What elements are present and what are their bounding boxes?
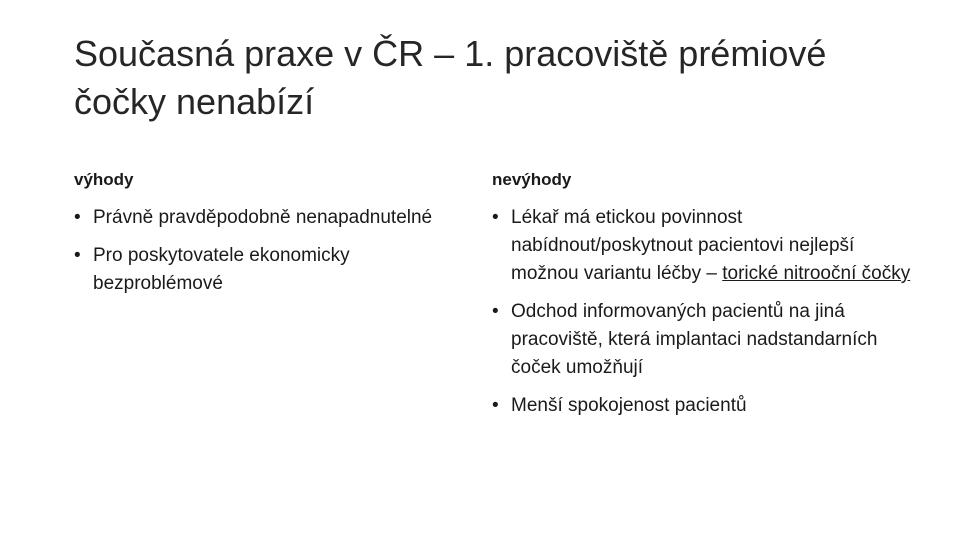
list-item-text: Právně pravděpodobně nenapadnutelné — [93, 207, 433, 228]
bullet-icon: • — [492, 301, 499, 322]
list-item-text: Lékař má etickou povinnost nabídnout/poskytnout pacientovi nejlepší možnou variantu léčby – — [511, 207, 855, 284]
bullet-icon: • — [74, 207, 81, 228]
advantages-heading: výhody — [74, 170, 134, 189]
slide-title: Současná praxe v ČR – 1. pracoviště prémiové čočky nenabízí — [74, 33, 827, 122]
underlined-text: torické nitrooční čočky — [722, 263, 911, 284]
list-item — [492, 392, 912, 420]
disadvantages-heading: nevýhody — [492, 170, 572, 189]
list-item-text: Pro poskytovatele ekonomicky bezproblémové — [93, 245, 350, 294]
advantages-column — [74, 168, 454, 308]
list-item-text: Menší spokojenost pacientů — [511, 395, 747, 416]
disadvantages-list — [492, 204, 912, 420]
advantages-list — [74, 204, 454, 298]
bullet-icon: • — [74, 245, 81, 266]
list-item — [74, 204, 454, 232]
bullet-icon: • — [492, 395, 499, 416]
list-item — [74, 242, 454, 298]
bullet-icon: • — [492, 207, 499, 228]
list-item — [492, 298, 912, 382]
disadvantages-column — [492, 168, 912, 430]
list-item — [492, 204, 912, 288]
list-item-text: Odchod informovaných pacientů na jiná pracoviště, která implantaci nadstandarních čoček umožňují — [511, 301, 878, 378]
